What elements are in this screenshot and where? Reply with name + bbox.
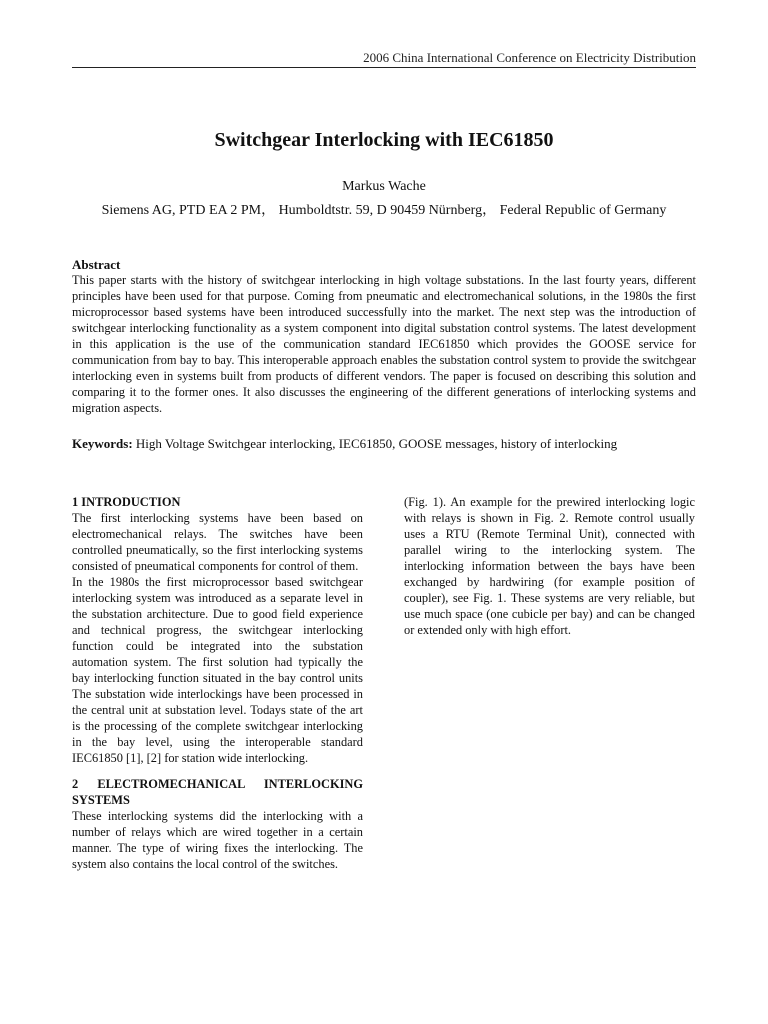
left-column <box>72 494 363 872</box>
abstract-heading: Abstract <box>72 257 121 272</box>
header-rule <box>72 67 696 68</box>
section2-paragraph-1: These interlocking systems did the interlocking with a number of relays which are wired together in a certain manner. The type of wiring fixes the interlocking. The system also contains the local control of the switches. <box>72 809 363 871</box>
right-column <box>404 494 695 638</box>
abstract-text: This paper starts with the history of switchgear interlocking in high voltage substations. In the last fourty years, different principles have been used for that purpose. Coming from pneumatic and electromechanical solutions, in the 1980s the first microprocessor based systems have been introduced successfully into the market. The next step was the introduction of switchgear interlocking functionality as a system component into digital substation control systems. The latest development in this application is the use of the communication standard IEC61850 which provides the GOOSE service for communication from bay to bay. This interoperable approach enables the substation control system to provide the switchgear interlocking even in systems built from products of different vendors. The paper is focused on describing this solution and comparing it to the former ones. It also discusses the engineering of the different generations of interlocking systems and migration aspects. <box>72 273 696 415</box>
keywords-label: Keywords: <box>72 436 133 451</box>
section1-heading: 1 INTRODUCTION <box>72 495 181 509</box>
section2-heading: 2 ELECTROMECHANICAL INTERLOCKING SYSTEMS <box>72 777 363 807</box>
keywords-text: High Voltage Switchgear interlocking, IEC61850, GOOSE messages, history of interlocking <box>135 436 618 451</box>
keywords-line <box>72 436 696 452</box>
section1-paragraph-2: In the 1980s the first microprocessor based switchgear interlocking system was introduced as a separate level in the substation architecture. Due to good field experience and technical progress, the switchgear interlocking function could be integrated into the substation automation system. The first solution had typically the bay interlocking function situated in the bay control units The substation wide interlockings have been processed in the central unit at substation level. Todays state of the art is the processing of the complete switchgear interlocking in the bay level, using the interoperable standard IEC61850 [1], [2] for station wide interlocking. <box>72 575 363 765</box>
paper-title: Switchgear Interlocking with IEC61850 <box>214 129 554 151</box>
section1-paragraph-1: The first interlocking systems have been based on electromechanical relays. The switches have been controlled pneumatically, so the first interlocking systems consisted of pneumatical components for control of them. <box>72 511 363 573</box>
author-affiliation: Siemens AG, PTD EA 2 PM， Humboldtstr. 59, D 90459 Nürnberg， Federal Republic of Germany <box>101 203 667 218</box>
right-column-paragraph-1: (Fig. 1). An example for the prewired interlocking logic with relays is shown in Fig. 2. Remote control usually uses a RTU (Remote Terminal Unit), connected with parallel wiring to the interlocking system. The interlocking information between the bays have been exchanged by hardwiring (for example position of coupler), see Fig. 1. These systems are very reliable, but use much space (one cubicle per bay) and can be changed or extended only with high effort. <box>404 495 695 637</box>
conference-header: 2006 China International Conference on Electricity Distribution <box>363 50 696 65</box>
author-name: Markus Wache <box>342 179 426 194</box>
